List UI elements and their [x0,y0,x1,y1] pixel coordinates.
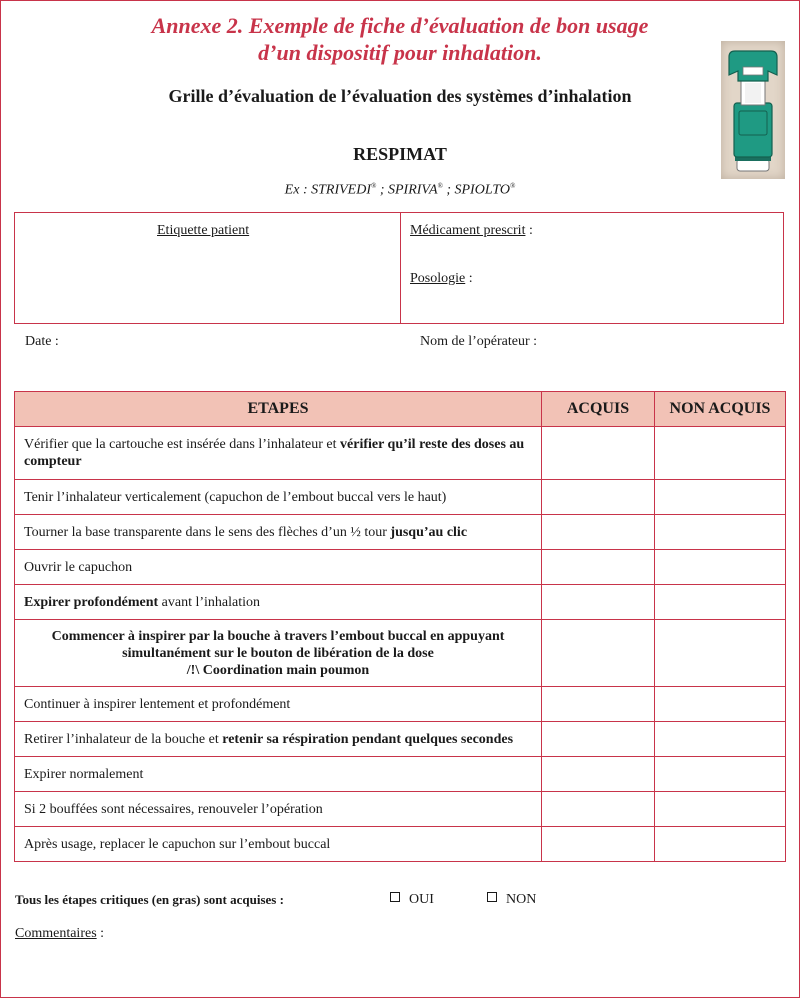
table-row [15,722,786,757]
step-text [15,585,542,620]
non-acquis-cell[interactable] [655,757,786,792]
step-text-segment: Expirer normalement [24,766,144,782]
non-acquis-cell[interactable] [655,550,786,585]
operator-name-field[interactable]: Nom de l’opérateur : [420,334,538,349]
comments-field[interactable] [15,926,104,942]
table-row [15,585,786,620]
non-acquis-cell[interactable] [655,792,786,827]
prescribed-drug-field[interactable] [410,223,533,239]
example-spiolto: SPIOLTO [454,182,510,198]
non-acquis-cell[interactable] [655,427,786,480]
acquis-cell[interactable] [542,585,655,620]
step-text [15,722,542,757]
column-header-acquis: ACQUIS [542,392,655,427]
non-acquis-cell[interactable] [655,620,786,687]
acquis-cell[interactable] [542,722,655,757]
step-text [15,515,542,550]
step-text-segment: vérifier qu’il reste des doses au compteur [24,437,525,469]
examples-line [150,182,650,199]
annex-title-line2: d’un dispositif pour inhalation. [258,40,542,65]
step-text-segment: avant l’inhalation [158,594,261,610]
example-spiriva: SPIRIVA [388,182,438,198]
patient-label-field[interactable]: Etiquette patient [157,223,250,238]
option-non[interactable] [487,892,536,908]
patient-info-box [14,212,784,324]
example-strivedi: STRIVEDI [311,182,371,198]
separator: ; [376,182,388,198]
step-text [15,550,542,585]
critical-steps-question: Tous les étapes critiques (en gras) sont acquises : [15,892,284,907]
comments-label: Commentaires [15,926,97,941]
dosage-field[interactable] [410,271,473,287]
examples-prefix: Ex : [284,182,312,198]
date-field[interactable]: Date : [25,334,59,349]
acquis-cell[interactable] [542,515,655,550]
table-row [15,620,786,687]
acquis-cell[interactable] [542,480,655,515]
non-acquis-cell[interactable] [655,515,786,550]
acquis-cell[interactable] [542,620,655,687]
acquis-cell[interactable] [542,827,655,862]
checkbox-non[interactable] [487,892,497,902]
step-text-segment: /!\ Coordination main poumon [186,662,370,678]
step-text [15,687,542,722]
step-text-segment: Tourner la base transparente dans le sens des flèches d’un ½ tour [24,524,391,540]
step-text-segment: jusqu’au clic [390,524,468,540]
checkbox-oui[interactable] [390,892,400,902]
table-row [15,827,786,862]
step-text-segment: Commencer à inspirer par la bouche à travers l’embout buccal en appuyant simultanément sur le bouton de libération de la dose [51,628,505,661]
table-row [15,757,786,792]
step-text-segment: Continuer à inspirer lentement et profondément [24,696,291,712]
option-oui[interactable] [390,892,434,908]
step-text [15,757,542,792]
step-text [15,480,542,515]
table-row [15,515,786,550]
step-text [15,792,542,827]
colon: : [465,271,473,286]
step-text-segment: Après usage, replacer le capuchon sur l’embout buccal [24,836,331,852]
annex-title-line1: Annexe 2. Exemple de fiche d’évaluation de bon usage [151,13,649,38]
colon: : [525,223,533,238]
non-acquis-cell[interactable] [655,480,786,515]
step-text-segment: Expirer profondément [24,594,159,610]
grid-title: Grille d’évaluation de l’évaluation des systèmes d’inhalation [168,86,632,106]
device-name: RESPIMAT [353,144,447,164]
non-acquis-cell[interactable] [655,585,786,620]
evaluation-table [14,391,786,862]
table-row [15,687,786,722]
acquis-cell[interactable] [542,427,655,480]
colon: : [96,926,105,941]
step-text-segment: Ouvrir le capuchon [24,559,133,575]
registered-mark: ® [371,182,377,190]
step-text-segment: retenir sa réspiration pendant quelques secondes [222,731,514,747]
respimat-device-image [721,41,785,179]
acquis-cell[interactable] [542,792,655,827]
table-row [15,480,786,515]
step-text-segment: Vérifier que la cartouche est insérée dans l’inhalateur et [24,437,341,452]
step-text-segment: Tenir l’inhalateur verticalement (capuchon de l’embout buccal vers le haut) [24,489,447,505]
step-text [15,827,542,862]
non-acquis-cell[interactable] [655,687,786,722]
box-divider [400,213,401,323]
acquis-cell[interactable] [542,550,655,585]
prescribed-drug-label: Médicament prescrit [410,223,526,238]
table-header-row [15,392,786,427]
step-text-segment: Retirer l’inhalateur de la bouche et [24,731,223,747]
column-header-etapes: ETAPES [15,392,542,427]
step-text-segment: Si 2 bouffées sont nécessaires, renouveler l’opération [24,801,323,817]
non-acquis-cell[interactable] [655,827,786,862]
table-body [15,427,786,862]
acquis-cell[interactable] [542,687,655,722]
table-row [15,792,786,827]
table-row [15,427,786,480]
step-text [15,620,542,687]
dosage-label: Posologie [410,271,466,286]
separator: ; [442,182,455,198]
annex-title [60,12,740,66]
inhaler-icon [721,41,785,179]
acquis-cell[interactable] [542,757,655,792]
column-header-non-acquis: NON ACQUIS [655,392,786,427]
step-text [15,427,542,480]
non-acquis-cell[interactable] [655,722,786,757]
registered-mark: ® [437,182,443,190]
option-oui-label: OUI [409,892,434,907]
registered-mark: ® [509,182,516,190]
option-non-label: NON [506,892,537,907]
table-row [15,550,786,585]
